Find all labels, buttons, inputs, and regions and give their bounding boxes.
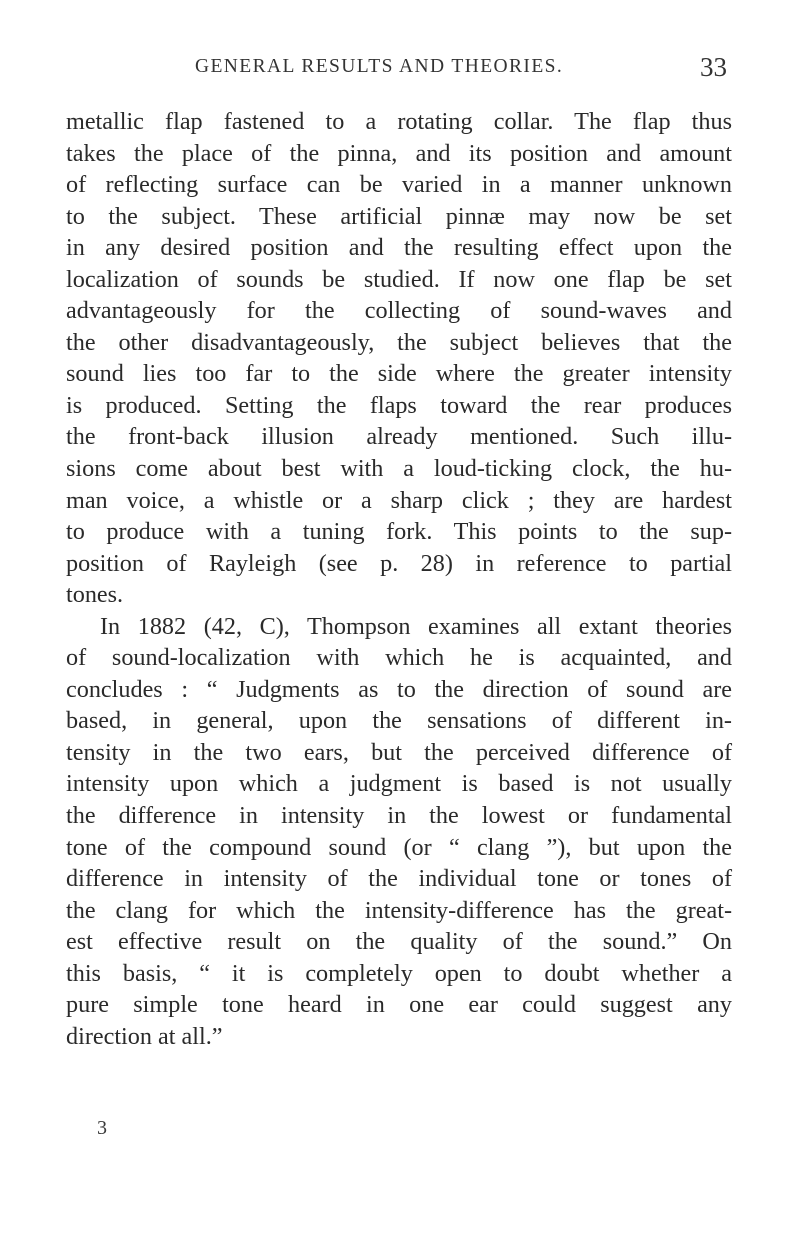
paragraph-end-line: tones. [66,581,124,609]
text-line: of sound-localization with which he is acquainted, and [66,644,732,672]
page-number: 33 [700,52,727,82]
text-line: to produce with a tuning fork. This points to the sup- [66,518,732,546]
text-line: is produced. Setting the flaps toward the rear produces [66,391,732,419]
text-line: sound lies too far to the side where the greater intensity [66,360,732,388]
text-line: in any desired position and the resulting effect upon the [66,234,732,262]
text-line: tensity in the two ears, but the perceived difference of [66,738,732,766]
text-line: difference in intensity of the individual tone or tones of [66,865,732,893]
text-line: sions come about best with a loud-ticking clock, the hu- [66,455,732,483]
text-line: this basis, “ it is completely open to doubt whether a [66,959,732,987]
text-line: concludes : “ Judgments as to the direction of sound are [66,675,732,703]
paragraph-end-line: direction at all.” [66,1022,223,1050]
signature-mark: 3 [97,1117,107,1139]
text-line: the other disadvantageously, the subject believes that the [66,328,732,356]
text-line: takes the place of the pinna, and its position and amount [66,139,732,167]
text-line: metallic flap fastened to a rotating collar. The flap thus [66,108,732,135]
text-line: tone of the compound sound (or “ clang ”), but upon the [66,833,732,861]
text-line: man voice, a whistle or a sharp click ; they are hardest [66,486,732,514]
paragraph-start-line: In 1882 (42, C), Thompson examines all extant theories [100,612,732,640]
text-line: of reflecting surface can be varied in a manner unknown [66,171,732,199]
body-text [66,106,732,1052]
text-line: intensity upon which a judgment is based is not usually [66,770,732,798]
text-line: advantageously for the collecting of sound-waves and [66,297,732,325]
text-line: the front-back illusion already mentioned. Such illu- [66,423,732,451]
running-head-title: GENERAL RESULTS AND THEORIES. [195,56,564,77]
text-line: position of Rayleigh (see p. 28) in reference to partial [66,549,732,577]
text-line: the clang for which the intensity-difference has the great- [66,896,732,924]
text-line: est effective result on the quality of the sound.” On [66,928,732,956]
text-line: the difference in intensity in the lowest or fundamental [66,802,732,830]
text-line: pure simple tone heard in one ear could suggest any [66,991,732,1019]
text-line: localization of sounds be studied. If now one flap be set [66,265,732,293]
text-line: based, in general, upon the sensations of different in- [66,707,732,735]
text-line: to the subject. These artificial pinnæ may now be set [66,202,732,230]
